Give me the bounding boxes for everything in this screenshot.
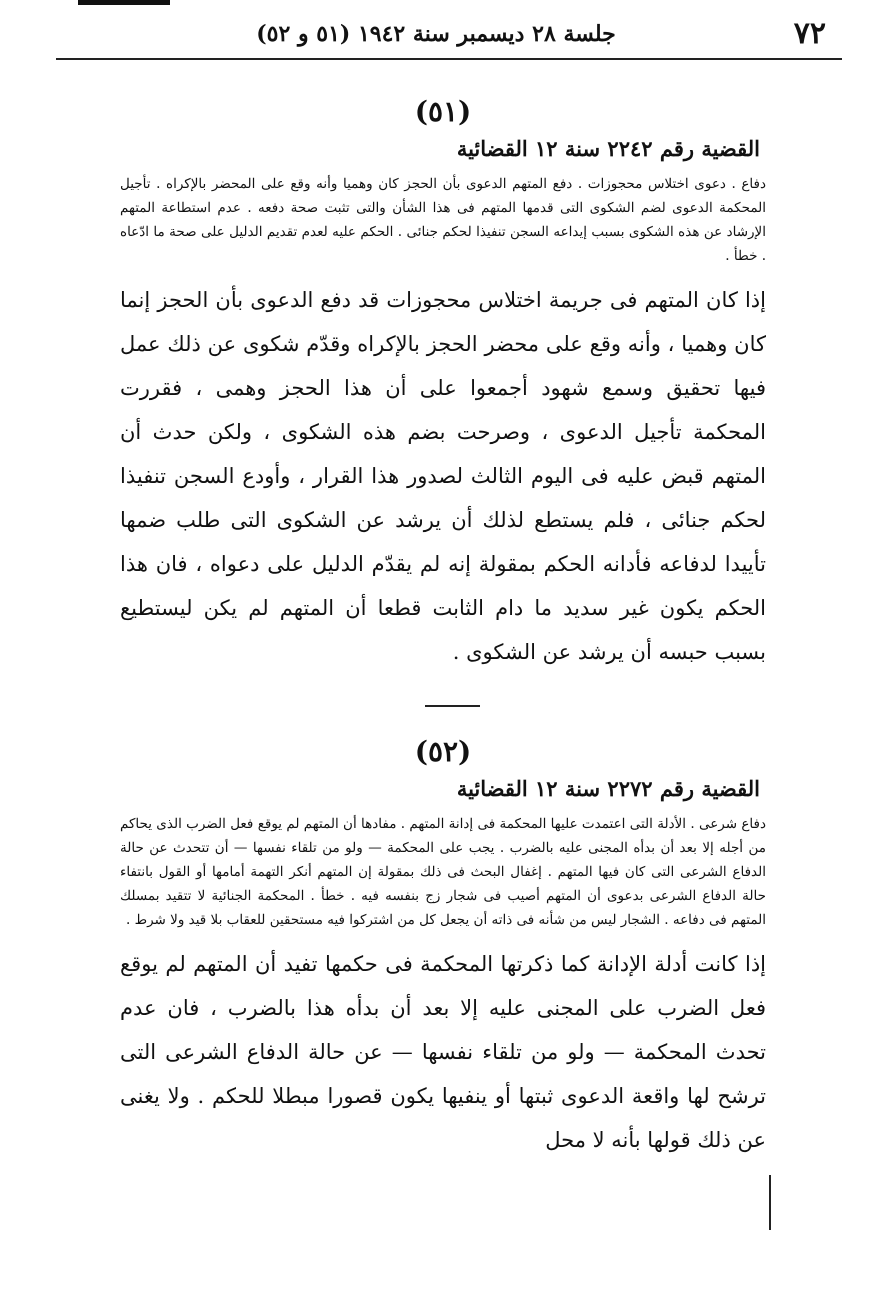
case-title: القضية رقم ٢٢٧٢ سنة ١٢ القضائية xyxy=(456,776,760,801)
case-title: القضية رقم ٢٢٤٢ سنة ١٢ القضائية xyxy=(456,136,760,161)
case-summary: دفاع . دعوى اختلاس محجوزات . دفع المتهم الدعوى بأن الحجز كان وهميا وأنه وقع على المحضر بالإكراه . تأجيل المحكمة الدعوى لضم الشكوى التى قدمها المتهم فى هذا الشأن والتى تثبت صحة دفعه . عدم استطاعة المتهم الإرشاد عن هذه الشكوى بسبب إيداعه السجن تنفيذا لحكم جنائى . الحكم عليه لعدم تقديم الدليل على صحة ما ادّعاه . خطأ . xyxy=(120,176,766,264)
page-header xyxy=(100,14,826,58)
case-52 xyxy=(120,732,766,1162)
case-number: (٥١) xyxy=(414,95,472,128)
running-head: جلسة ٢٨ ديسمبر سنة ١٩٤٢ (٥١ و ٥٢) xyxy=(256,21,616,47)
case-body: إذا كانت أدلة الإدانة كما ذكرتها المحكمة فى حكمها تفيد أن المتهم لم يوقع فعل الضرب على المجنى عليه إلا بعد أن بدأه هذا بالضرب ، فان عدم تحدث المحكمة — ولو من تلقاء نفسها — عن حالة الدفاع الشرعى التى ترشح لها واقعة الدعوى ثبتها أو ينفيها يكون قصورا مبطلا للحكم . ولا يغنى عن ذلك قولها بأنه لا محل xyxy=(120,952,766,1152)
section-divider xyxy=(425,705,480,707)
case-51 xyxy=(120,92,766,674)
header-rule xyxy=(56,58,842,60)
case-summary: دفاع شرعى . الأدلة التى اعتمدت عليها المحكمة فى إدانة المتهم . مفادها أن المتهم لم يوقع فعل الضرب الذى يحاكم من أجله إلا بعد أن بدأه المجنى عليه بالضرب . يجب على المحكمة — ولو من تلقاء نفسها — أن تتحدث عن حالة الدفاع الشرعى التى كان فيها المتهم . إغفال البحث فى ذلك بمقولة إن المتهم أنكر التهمة أمامها أو القول بانتفاء حالة الدفاع الشرعى بدعوى أن المتهم أصيب فى شجار زج بنفسه فيه . خطأ . المحكمة الجنائية لا تتقيد بمسلك المتهم فى دفاعه . الشجار ليس من شأنه فى ذاته أن يجعل كل من اشتركوا فيه مستحقين للعقاب بلا قيد ولا شرط . xyxy=(120,816,766,928)
corner-mark xyxy=(78,0,170,5)
case-number: (٥٢) xyxy=(414,735,472,768)
case-body: إذا كان المتهم فى جريمة اختلاس محجوزات قد دفع الدعوى بأن الحجز إنما كان وهميا ، وأنه وقع على محضر الحجز بالإكراه وقدّم شكوى عن ذلك عمل فيها تحقيق وسمع شهود أجمعوا على أن هذا الحجز وهمى ، فقررت المحكمة تأجيل الدعوى ، وصرحت بضم هذه الشكوى ، ولكن حدث أن المتهم قبض عليه فى اليوم الثالث لصدور هذا القرار ، وأودع السجن تنفيذا لحكم جنائى ، فلم يستطع لذلك أن يرشد عن الشكوى التى طلب ضمها تأييدا لدفاعه فأدانه الحكم بمقولة إنه لم يقدّم الدليل على دعواه ، فان هذا الحكم يكون غير سديد ما دام الثابت قطعا أن المتهم لم يكن ليستطيع بسبب حبسه أن يرشد عن الشكوى . xyxy=(120,288,766,664)
margin-mark xyxy=(769,1175,771,1230)
page-number: ٧٢ xyxy=(793,16,826,51)
